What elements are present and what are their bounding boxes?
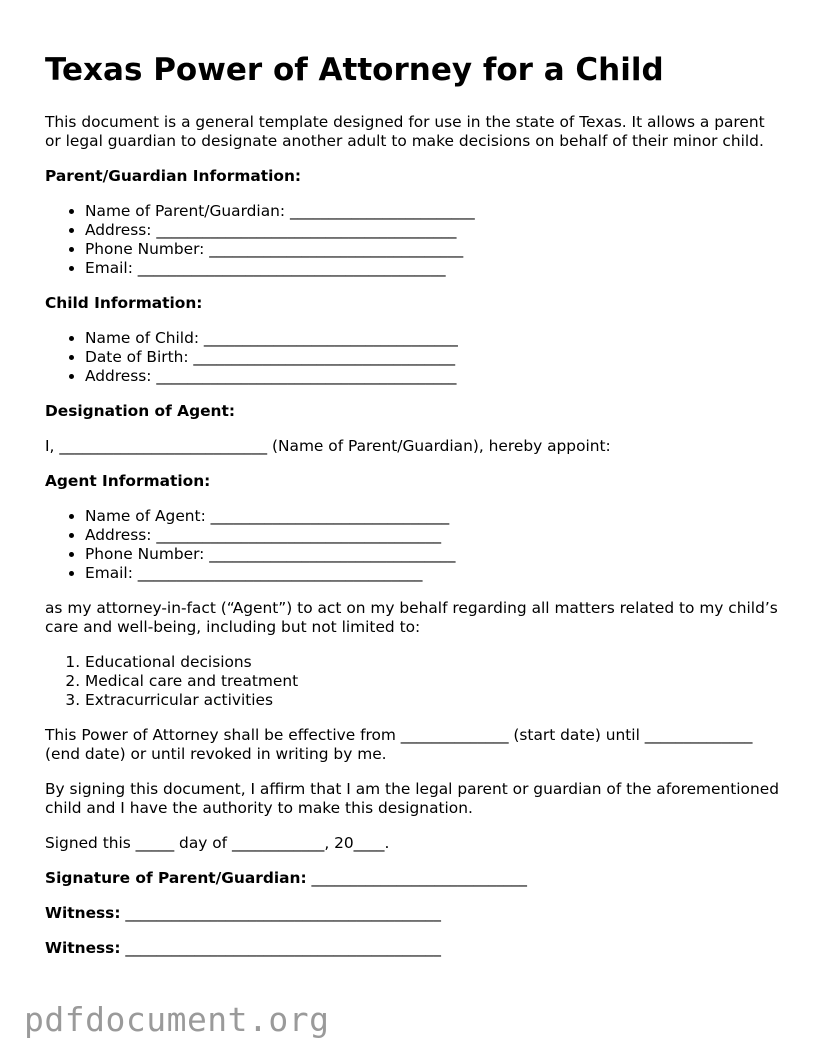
matters-list xyxy=(45,653,785,710)
list-item: • Address: _____________________________________ xyxy=(85,526,785,545)
child-info-list xyxy=(45,329,785,386)
agent-section-heading: Agent Information: xyxy=(45,472,211,491)
list-item: • Address: _______________________________________ xyxy=(85,367,785,386)
witness-label: Witness: xyxy=(45,904,121,923)
list-item: • Name of Agent: _______________________________ xyxy=(85,507,785,526)
signed-date-line: Signed this _____ day of ____________, 20____. xyxy=(45,834,390,853)
agent-info-list xyxy=(45,507,785,583)
list-item: • Name of Parent/Guardian: ________________________ xyxy=(85,202,785,221)
document-title: Texas Power of Attorney for a Child xyxy=(45,52,664,88)
authority-paragraph: as my attorney-in-fact (“Agent”) to act on my behalf regarding all matters related to my child’s care and well-being, including but not limited to: xyxy=(45,599,778,637)
witness-blank: _________________________________________ xyxy=(125,904,441,923)
list-item: 1. Educational decisions xyxy=(85,653,785,672)
parent-section-heading: Parent/Guardian Information: xyxy=(45,167,302,186)
list-item: • Name of Child: _________________________________ xyxy=(85,329,785,348)
list-item: • Phone Number: _________________________________ xyxy=(85,240,785,259)
list-item: 3. Extracurricular activities xyxy=(85,691,785,710)
signature-label: Signature of Parent/Guardian: xyxy=(45,869,307,888)
effective-paragraph: This Power of Attorney shall be effective from ______________ (start date) until ______________ (end date) or until revoked in writing by me. xyxy=(45,726,753,764)
list-item: • Address: _______________________________________ xyxy=(85,221,785,240)
signature-blank: ____________________________ xyxy=(311,869,527,888)
intro-paragraph: This document is a general template designed for use in the state of Texas. It allows a parent or legal guardian to designate another adult to make decisions on behalf of their minor child. xyxy=(45,113,765,151)
watermark: pdfdocument.org xyxy=(24,1000,330,1039)
child-section-heading: Child Information: xyxy=(45,294,203,313)
witness-line xyxy=(45,939,785,958)
designation-paragraph: I, ___________________________ (Name of Parent/Guardian), hereby appoint: xyxy=(45,437,611,456)
affirm-paragraph: By signing this document, I affirm that I am the legal parent or guardian of the aforementioned child and I have the authority to make this designation. xyxy=(45,780,779,818)
witness-line xyxy=(45,904,785,923)
list-item: • Email: _____________________________________ xyxy=(85,564,785,583)
parent-info-list xyxy=(45,202,785,278)
designation-heading: Designation of Agent: xyxy=(45,402,235,421)
list-item: • Date of Birth: __________________________________ xyxy=(85,348,785,367)
list-item: 2. Medical care and treatment xyxy=(85,672,785,691)
signature-line xyxy=(45,869,785,888)
witness-blank: _________________________________________ xyxy=(125,939,441,958)
list-item: • Phone Number: ________________________________ xyxy=(85,545,785,564)
document-page xyxy=(45,52,785,974)
witness-label: Witness: xyxy=(45,939,121,958)
list-item: • Email: ________________________________________ xyxy=(85,259,785,278)
